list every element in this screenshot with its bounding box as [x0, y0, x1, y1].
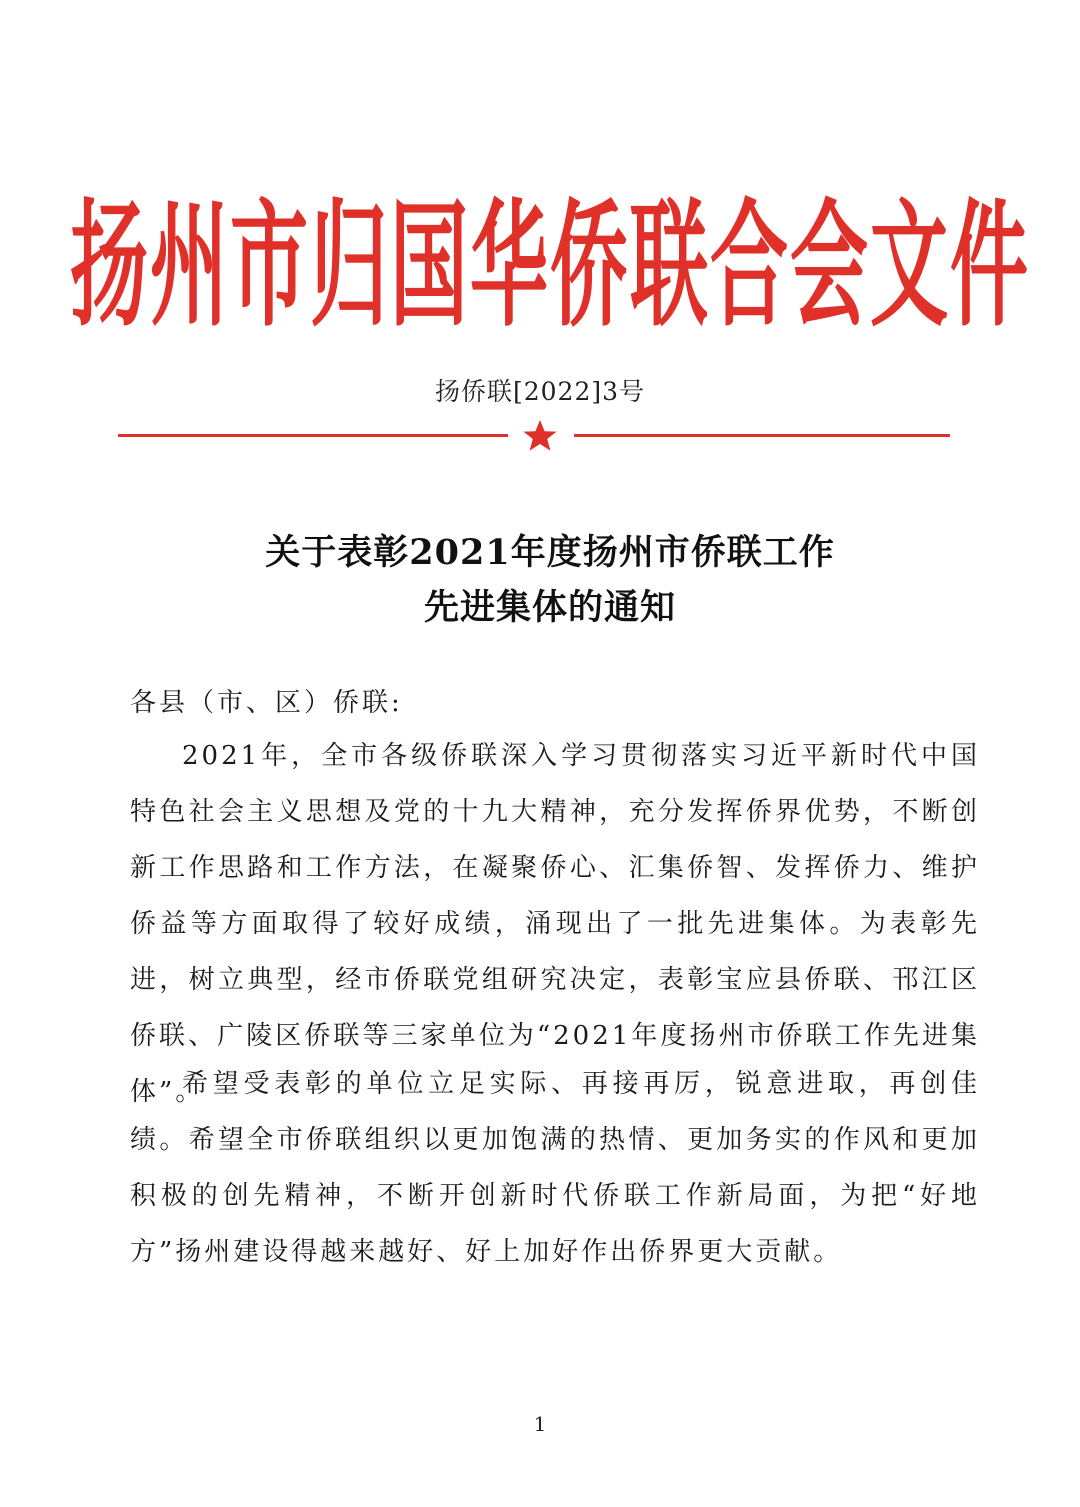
- document-masthead: 扬州市归国华侨联合会文件: [70, 188, 1031, 346]
- paragraph-text: 2021年，全市各级侨联深入学习贯彻落实习近平新时代中国特色社会主义思想及党的十九大精神，充分发挥侨界优势，不断创新工作思路和工作方法，在凝聚侨心、汇集侨智、发挥侨力、维护侨益等方面取得了较好成绩，涌现出了一批先进集体。为表彰先进，树立典型，经市侨联党组研究决定，表彰宝应县侨联、邗江区侨联、广陵区侨联等三家单位为“2021年度扬州市侨联工作先进集体”。: [130, 741, 980, 1107]
- notice-title-line2: 先进集体的通知: [423, 587, 676, 628]
- notice-title-line1: 关于表彰2021年度扬州市侨联工作: [265, 532, 835, 573]
- red-divider-right: [574, 434, 950, 437]
- star-icon: [520, 416, 560, 456]
- paragraph-text: 希望受表彰的单位立足实际、再接再厉，锐意进取，再创佳绩。希望全市侨联组织以更加饱满的热情、更加务实的作风和更加积极的创先精神，不断开创新时代侨联工作新局面，为把“好地方”扬州建设得越来越好、好上加好作出侨界更大贡献。: [130, 1069, 980, 1267]
- page-number: 1: [533, 1412, 547, 1436]
- document-number: 扬侨联[2022]3号: [434, 377, 646, 406]
- red-divider-left: [118, 434, 508, 437]
- salutation: 各县（市、区）侨联:: [130, 688, 403, 718]
- body-paragraph-2: [130, 1056, 980, 1280]
